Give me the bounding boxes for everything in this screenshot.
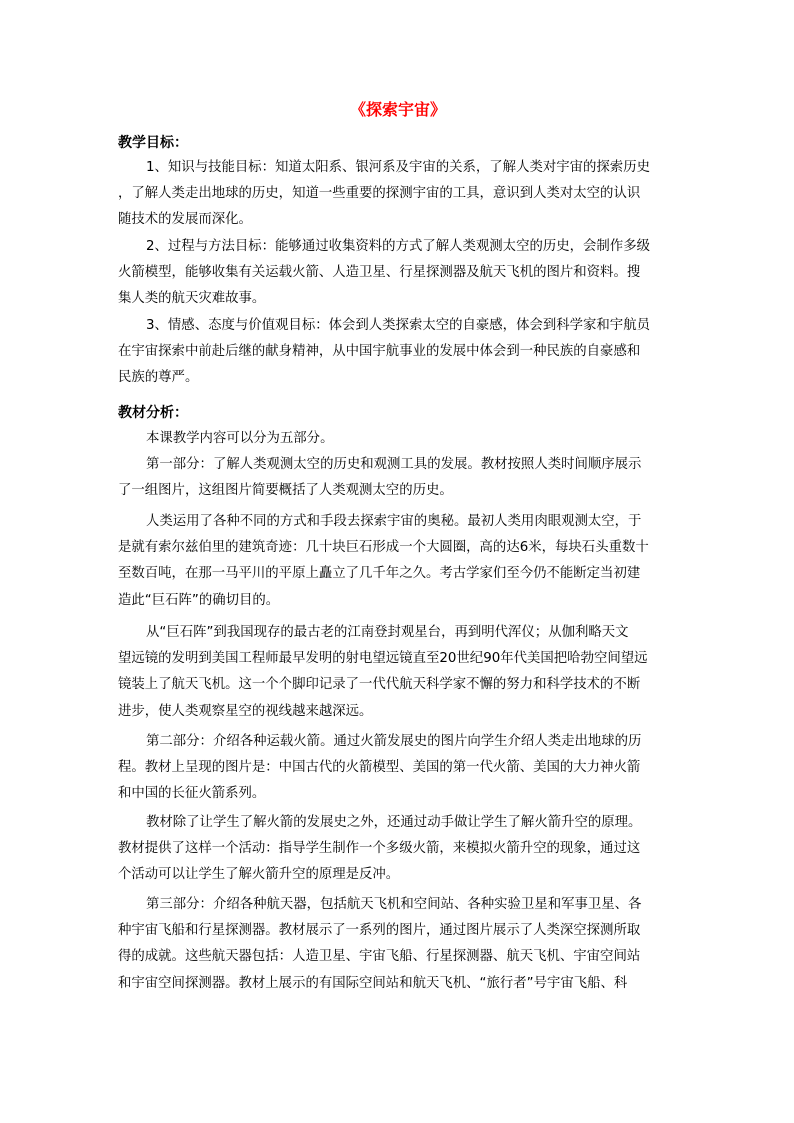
page-title: 《探索宇宙》: [349, 100, 446, 119]
paragraph-line: 程。教材上呈现的图片是：中国古代的火箭模型、美国的第一代火箭、美国的大力神火箭: [118, 760, 641, 776]
analysis-paragraph-2: [118, 452, 678, 504]
paragraph-line: 至数百吨，在那一马平川的平原上矗立了几千年之久。考古学家们至今仍不能断定当初建: [118, 566, 641, 582]
paragraph-line: 造此“巨石阵”的确切目的。: [118, 592, 280, 608]
paragraph-line: 集人类的航天灾难故事。: [118, 291, 266, 307]
goals-heading: 教学目标：: [118, 135, 188, 151]
analysis-paragraph-6: [118, 810, 678, 889]
paragraph-line: 了一组图片，这组图片简要概括了人类观测太空的历史。: [118, 483, 453, 499]
paragraph-line: 3、情感、态度与价值观目标：体会到人类探索太空的自豪感，体会到科学家和宇航员: [146, 318, 650, 333]
paragraph-line: 火箭模型，能够收集有关运载火箭、人造卫星、行星探测器及航天飞机的图片和资料。搜: [118, 265, 641, 281]
paragraph-line: 随技术的发展而深化。: [118, 212, 252, 228]
paragraph-line: 教材提供了这样一个活动：指导学生制作一个多级火箭，来模拟火箭升空的现象，通过这: [118, 841, 641, 857]
analysis-paragraph-5: [118, 729, 678, 808]
paragraph-line: 镜装上了航天飞机。这一个个脚印记录了一代代航天科学家不懈的努力和科学技术的不断: [118, 677, 641, 693]
paragraph-line: 第一部分：了解人类观测太空的历史和观测工具的发展。教材按照人类时间顺序展示: [146, 457, 642, 472]
paragraph-line: 1、知识与技能目标：知道太阳系、银河系及宇宙的关系，了解人类对宇宙的探索历史: [146, 160, 650, 175]
goals-paragraph-2: [118, 234, 678, 313]
paragraph-line: 得的成就。这些航天器包括：人造卫星、宇宙飞船、行星探测器、航天飞机、宇宙空间站: [118, 949, 641, 965]
paragraph-line: ，了解人类走出地球的历史，知道一些重要的探测宇宙的工具，意识到人类对太空的认识: [118, 186, 641, 202]
analysis-paragraph-1: [118, 426, 678, 452]
analysis-heading: 教材分析：: [118, 405, 188, 421]
paragraph-line: 在宇宙探索中前赴后继的献身精神，从中国宇航事业的发展中体会到一种民族的自豪感和: [118, 344, 641, 360]
paragraph-line: 第三部分：介绍各种航天器，包括航天飞机和空间站、各种实验卫星和军事卫星、各: [146, 897, 642, 912]
paragraph-line: 2、过程与方法目标：能够通过收集资料的方式了解人类观测太空的历史，会制作多级: [146, 239, 650, 254]
goals-paragraph-1: [118, 155, 678, 234]
paragraph-line: 从“巨石阵”到我国现存的最古老的江南登封观星台，再到明代浑仪；从伽利略天文: [146, 625, 629, 640]
paragraph-line: 人类运用了各种不同的方式和手段去探索宇宙的奥秘。最初人类用肉眼观测太空，于: [146, 514, 642, 529]
paragraph-line: 教材除了让学生了解火箭的发展史之外，还通过动手做让学生了解火箭升空的原理。: [146, 815, 642, 830]
paragraph-line: 本课教学内容可以分为五部分。: [146, 431, 334, 446]
paragraph-line: 第二部分：介绍各种运载火箭。通过火箭发展史的图片向学生介绍人类走出地球的历: [146, 734, 642, 749]
analysis-paragraph-7: [118, 892, 678, 997]
paragraph-line: 是就有索尔兹伯里的建筑奇迹：几十块巨石形成一个大圆圈，高的达6米，每块石头重数十: [118, 540, 649, 556]
paragraph-line: 民族的尊严。: [118, 370, 199, 386]
analysis-paragraph-3: [118, 509, 678, 614]
analysis-paragraph-4: [118, 620, 678, 725]
paragraph-line: 和中国的长征火箭系列。: [118, 786, 266, 802]
goals-paragraph-3: [118, 313, 678, 392]
paragraph-line: 望远镜的发明到美国工程师最早发明的射电望远镜直至20世纪90年代美国把哈勃空间望远: [118, 651, 648, 667]
paragraph-line: 进步，使人类观察星空的视线越来越深远。: [118, 703, 373, 719]
paragraph-line: 个活动可以让学生了解火箭升空的原理是反冲。: [118, 867, 400, 883]
paragraph-line: 和宇宙空间探测器。教材上展示的有国际空间站和航天飞机、“旅行者”号宇宙飞船、科: [118, 975, 628, 991]
paragraph-line: 种宇宙飞船和行星探测器。教材展示了一系列的图片，通过图片展示了人类深空探测所取: [118, 923, 641, 939]
